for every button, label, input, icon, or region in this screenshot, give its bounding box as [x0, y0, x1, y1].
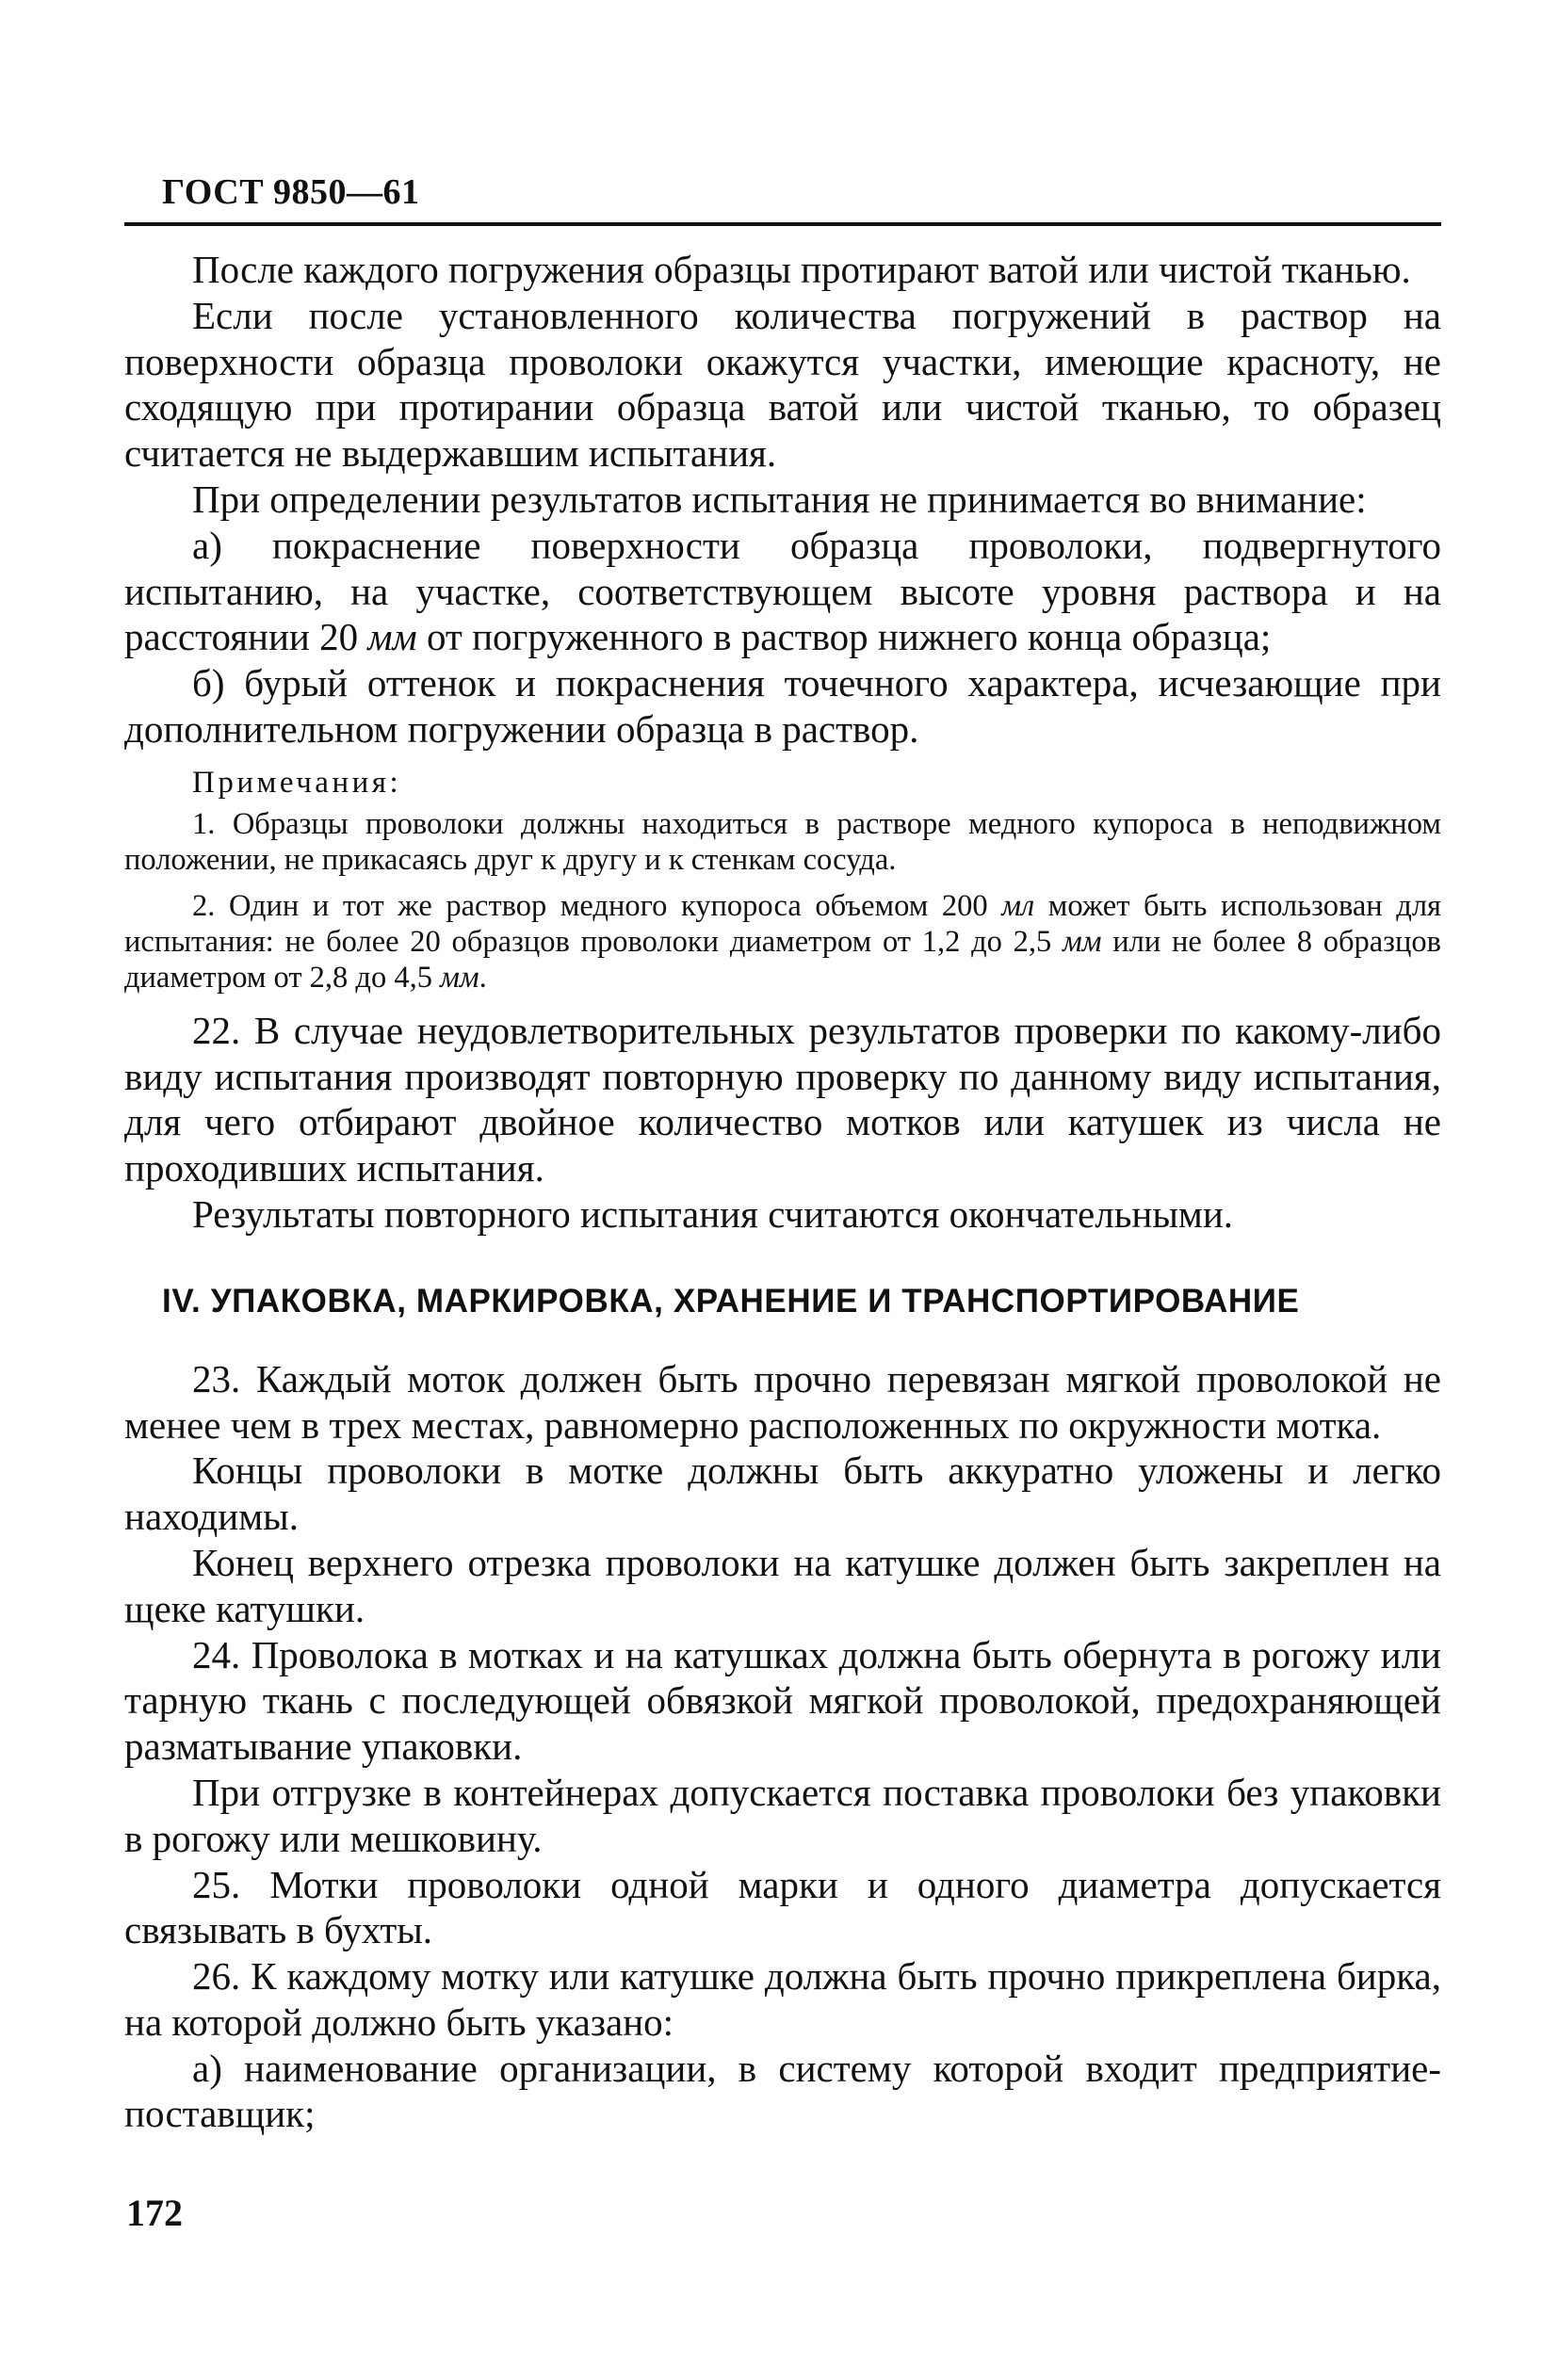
list-item-a-text-end: от погруженного в раствор нижнего конца образца; [416, 615, 1272, 659]
unit-mm: мм [367, 615, 417, 659]
paragraph-25-bundles: 25. Мотки проволоки одной марки и одного диаметра допускается связывать в бухты. [124, 1862, 1441, 1952]
list-item-a-redness [124, 523, 1441, 660]
paragraph-redness-failure: Если после установленного количества погружений в раствор на поверхности образца проволоки окажутся участки, имеющие красноту, не сходящую при протирании образца ватой или чистой тканью, то образец считается не выдержавшим испытания. [124, 293, 1441, 476]
note-1: 1. Образцы проволоки должны находиться в растворе медного купороса в неподвижном положении, не прикасаясь друг к другу и к стенкам сосуда. [124, 806, 1441, 877]
list-item-a-organization: а) наименование организации, в систему которой входит предприятие-поставщик; [124, 2046, 1441, 2136]
header-divider [124, 222, 1441, 226]
note-2-part-1: 2. Один и тот же раствор медного купороса объемом 200 [192, 889, 1002, 924]
list-item-a-text-start: а) покраснение поверхности образца проволоки, подвергнутого испытанию, на участке, соответствующем высоте уровня раствора и на расстоянии 20 [124, 523, 1441, 659]
note-2 [124, 889, 1441, 996]
paragraph-spool-end: Конец верхнего отрезка проволоки на катушке должен быть закреплен на щеке катушки. [124, 1540, 1441, 1630]
paragraph-retest-final: Результаты повторного испытания считаются окончательными. [192, 1191, 1234, 1236]
paragraph-wiping: После каждого погружения образцы протирают ватой или чистой тканью. [192, 248, 1411, 291]
notes-heading: Примечания: [192, 765, 402, 800]
section-heading-iv: IV. УПАКОВКА, МАРКИРОВКА, ХРАНЕНИЕ И ТРАНСПОРТИРОВАНИЕ [162, 1282, 1300, 1320]
page-number: 172 [126, 2192, 183, 2234]
unit-mm: мм [440, 960, 479, 995]
paragraph-not-considered: При определении результатов испытания не принимается во внимание: [192, 477, 1367, 521]
note-2-part-2: может быть использован для испытания: не более 20 образцов проволоки диаметром от 1,2 до 2,5 [124, 889, 1441, 960]
paragraph-26-tag: 26. К каждому мотку или катушке должна быть прочно прикреплена бирка, на которой должно быть указано: [124, 1954, 1441, 2044]
note-2-part-3: или не более 8 образцов диаметром от 2,8 до 4,5 [124, 925, 1441, 995]
document-body [124, 247, 1441, 2137]
document-header-title: ГОСТ 9850—61 [162, 172, 420, 212]
unit-mm: мм [1063, 925, 1102, 960]
list-item-b-brown-tint: б) бурый оттенок и покраснения точечного характера, исчезающие при дополнительном погружении образца в раствор. [124, 661, 1441, 751]
unit-ml: мл [1001, 889, 1035, 924]
paragraph-24-wrapping: 24. Проволока в мотках и на катушках должна быть обернута в рогожу или тарную ткань с последующей обвязкой мягкой проволокой, предохраняющей разматывание упаковки. [124, 1632, 1441, 1769]
paragraph-coil-ends: Концы проволоки в мотке должны быть аккуратно уложены и легко находимы. [124, 1449, 1441, 1539]
note-2-part-4: . [479, 960, 487, 995]
paragraph-23-coil-tying: 23. Каждый моток должен быть прочно перевязан мягкой проволокой не менее чем в трех местах, равномерно расположенных по окружности мотка. [124, 1356, 1441, 1447]
paragraph-container-shipping: При отгрузке в контейнерах допускается поставка проволоки без упаковки в рогожу или мешковину. [124, 1770, 1441, 1860]
paragraph-22-retest: 22. В случае неудовлетворительных результатов проверки по какому-либо виду испытания производят повторную проверку по данному виду испытания, для чего отбирают двойное количество мотков или катушек из числа не проходивших испытания. [124, 1008, 1441, 1190]
